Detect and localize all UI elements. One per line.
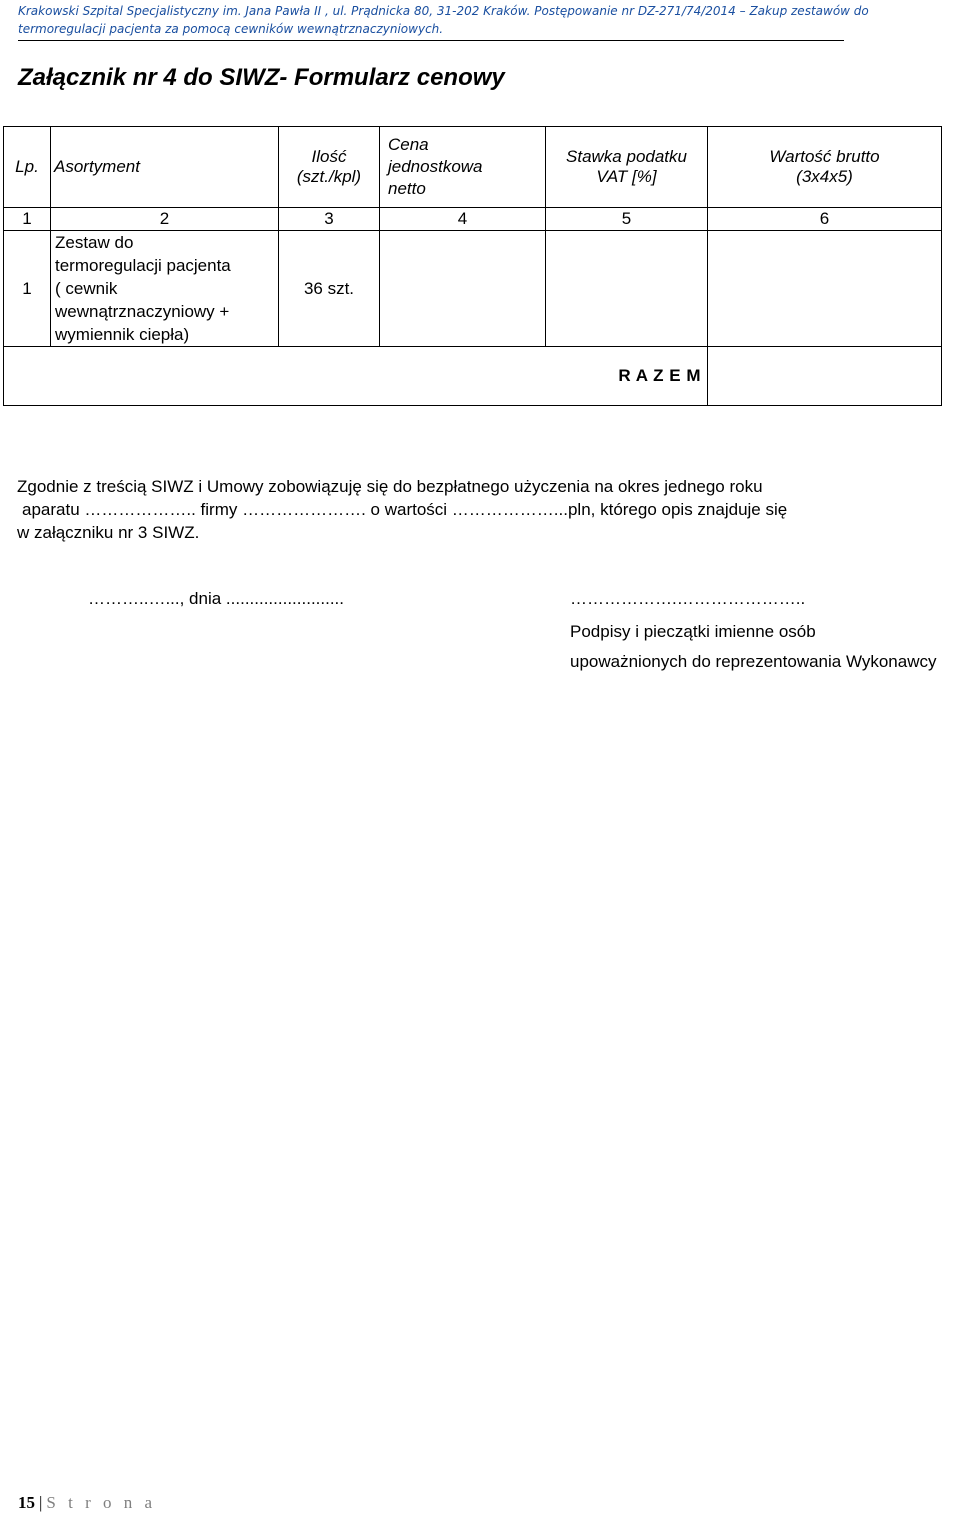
page-label: S t r o n a (46, 1493, 157, 1512)
signature-line: ……………….………………….. (570, 589, 806, 608)
declaration-line-1: Zgodnie z treścią SIWZ i Umowy zobowiązuję się do bezpłatnego użyczenia na okres jednego roku (17, 477, 763, 496)
header-divider (18, 40, 844, 41)
item-name: Zestaw do termoregulacji pacjenta ( cewnik wewnątrznaczyniowy + wymiennik ciepła) (51, 231, 279, 347)
header-vat: Stawka podatku VAT [%] (546, 127, 708, 208)
column-number: 1 (4, 208, 51, 231)
footer-separator: | (39, 1493, 43, 1512)
total-label: R A Z E M (4, 347, 708, 406)
declaration-line-2: aparatu ……………….. firmy …………………. o wartości ………………...pln, którego opis znajduje się (22, 500, 788, 519)
item-lp: 1 (4, 231, 51, 347)
item-vat-cell[interactable] (546, 231, 708, 347)
page-number: 15 (18, 1493, 35, 1512)
document-header: Krakowski Szpital Specjalistyczny im. Jana Pawła II , ul. Prądnicka 80, 31-202 Kraków. Postępowanie nr DZ-271/74/2014 – Zakup zestawów do termoregulacji pacjenta za pomocą cewników wewnątrznaczyniowych. (18, 4, 869, 36)
header-ilosc: Ilość (szt./kpl) (279, 127, 380, 208)
total-value-cell[interactable] (708, 347, 942, 406)
column-number: 3 (279, 208, 380, 231)
item-unit-price-cell[interactable] (380, 231, 546, 347)
declaration-line-3: w załączniku nr 3 SIWZ. (17, 523, 200, 542)
column-number: 4 (380, 208, 546, 231)
place-date-line: ………..…..., dnia ......................... (88, 589, 345, 608)
header-cena: Cena jednostkowa netto (380, 127, 546, 208)
header-lp: Lp. (4, 127, 51, 208)
total-row (4, 347, 942, 406)
column-number: 6 (708, 208, 942, 231)
table-row (4, 231, 942, 347)
column-number: 5 (546, 208, 708, 231)
page-footer (18, 1493, 156, 1513)
column-number-row (4, 208, 942, 231)
column-number: 2 (51, 208, 279, 231)
table-header-row (4, 127, 942, 208)
page-title: Załącznik nr 4 do SIWZ- Formularz cenowy (18, 64, 505, 91)
item-gross-value-cell[interactable] (708, 231, 942, 347)
item-quantity: 36 szt. (279, 231, 380, 347)
signature-caption: Podpisy i pieczątki imienne osób (570, 622, 816, 641)
signature-caption: upoważnionych do reprezentowania Wykonawcy (570, 652, 937, 671)
header-asortyment: Asortyment (51, 127, 279, 208)
header-brutto: Wartość brutto (3x4x5) (708, 127, 942, 208)
declaration-paragraph (17, 475, 947, 544)
price-table (3, 126, 942, 406)
